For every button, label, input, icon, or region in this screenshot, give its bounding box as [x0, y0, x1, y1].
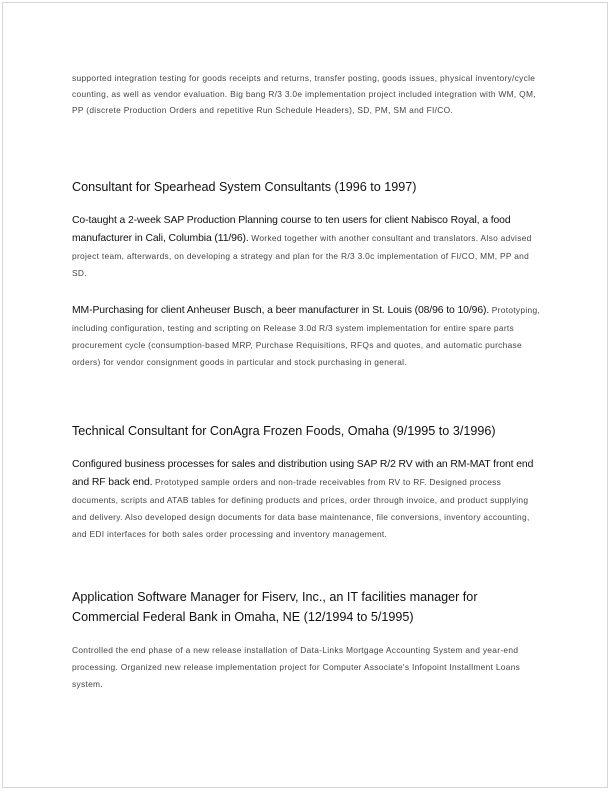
intro-block	[72, 70, 542, 118]
section-conagra	[72, 421, 542, 542]
section-spearhead	[72, 177, 542, 370]
paragraph-nabisco	[72, 211, 542, 281]
intro-paragraph: supported integration testing for goods receipts and returns, transfer posting, goods issues, physical inventory/cycle counting, as well as vendor evaluation. Big bang R/3 3.0e implementation project included integration with WM, QM, PP (discrete Production Orders and repetitive Run Schedule Headers), SD, PM, SM and FI/CO.	[72, 73, 536, 115]
section-fiserv	[72, 587, 542, 692]
section-heading: Application Software Manager for Fiserv, Inc., an IT facilities manager for Commercial Federal Bank in Omaha, NE (12/1994 to 5/1995)	[72, 590, 478, 624]
paragraph-lead: MM-Purchasing for client Anheuser Busch, a beer manufacturer in St. Louis (08/96 to 10/96).	[72, 305, 490, 316]
paragraph-conagra	[72, 455, 542, 542]
section-heading: Consultant for Spearhead System Consultants (1996 to 1997)	[72, 180, 417, 194]
paragraph-lead: Configured business processes for sales and distribution using SAP R/2 RV with an RM-MAT front end and RF back end.	[72, 459, 534, 488]
paragraph-rest: Controlled the end phase of a new release installation of Data-Links Mortgage Accounting System and year-end processing. Organized new release implementation project for Computer Associate's Infopoint Installment Loans system.	[72, 645, 521, 689]
paragraph-fiserv	[72, 641, 542, 692]
paragraph-rest: Worked together with another consultant and translators. Also advised project team, afterwards, on developing a strategy and plan for the R/3 3.0c implementation of FI/CO, MM, PP and SD.	[72, 233, 532, 278]
section-heading: Technical Consultant for ConAgra Frozen Foods, Omaha (9/1995 to 3/1996)	[72, 424, 496, 438]
paragraph-anheuser-busch	[72, 301, 542, 370]
paragraph-rest: Prototyped sample orders and non-trade receivables from RV to RF. Designed process documents, scripts and ATAB tables for defining products and prices, order through invoice, and product supplying and delivery. Also developed design documents for data base maintenance, file conversions, inventory accounting, and EDI interfaces for both sales order processing and inventory management.	[72, 477, 530, 539]
paragraph-lead: Co-taught a 2-week SAP Production Planning course to ten users for client Nabisco Royal, a food manufacturer in Cali, Columbia (11/96).	[72, 215, 511, 244]
paragraph-rest: Prototyping, including configuration, testing and scripting on Release 3.0d R/3 system implementation for entire spare parts procurement cycle (consumption-based MRP, Purchase Requisitions, RFQs and quotes, and automatic purchase orders) for vendor consignment goods in particular and stock purchasing in general.	[72, 305, 541, 367]
